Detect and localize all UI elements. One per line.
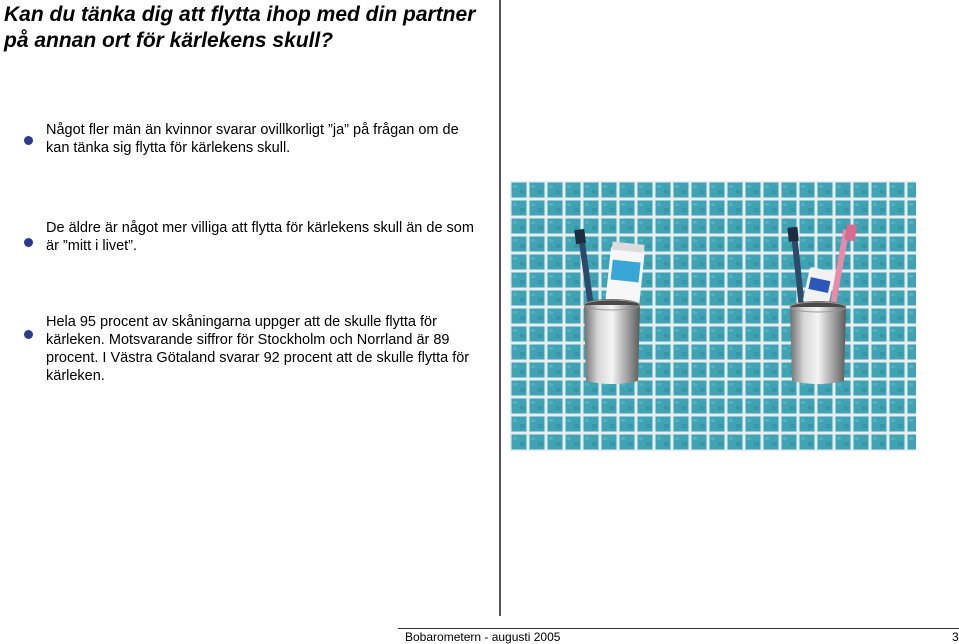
vertical-divider (499, 0, 501, 616)
bullet-text-2: De äldre är något mer villiga att flytta för kärlekens skull än de som är ”mitt i livet”. (46, 220, 474, 254)
slide-title: Kan du tänka dig att flytta ihop med din partner på annan ort för kärlekens skull? (4, 3, 476, 52)
bullet-text-1: Något fler män än kvinnor svarar ovillkorligt ”ja” på frågan om de kan tänka sig flytta för kärlekens skull. (46, 122, 459, 156)
bullet-icon (24, 136, 33, 145)
page-number: 3 (952, 630, 959, 644)
footer-rule (398, 628, 959, 629)
bullet-icon (24, 238, 33, 247)
footer-source: Bobarometern - augusti 2005 (405, 630, 561, 644)
bullet-icon (24, 330, 33, 339)
toothbrush-cups-photo (510, 181, 916, 451)
bullet-text-3: Hela 95 procent av skåningarna uppger att de skulle flytta för kärleken. Motsvarande siffror för Stockholm och Norrland är 89 procent. I Västra Götaland svarar 92 procent att de skulle flytta för kärleken. (46, 314, 470, 384)
